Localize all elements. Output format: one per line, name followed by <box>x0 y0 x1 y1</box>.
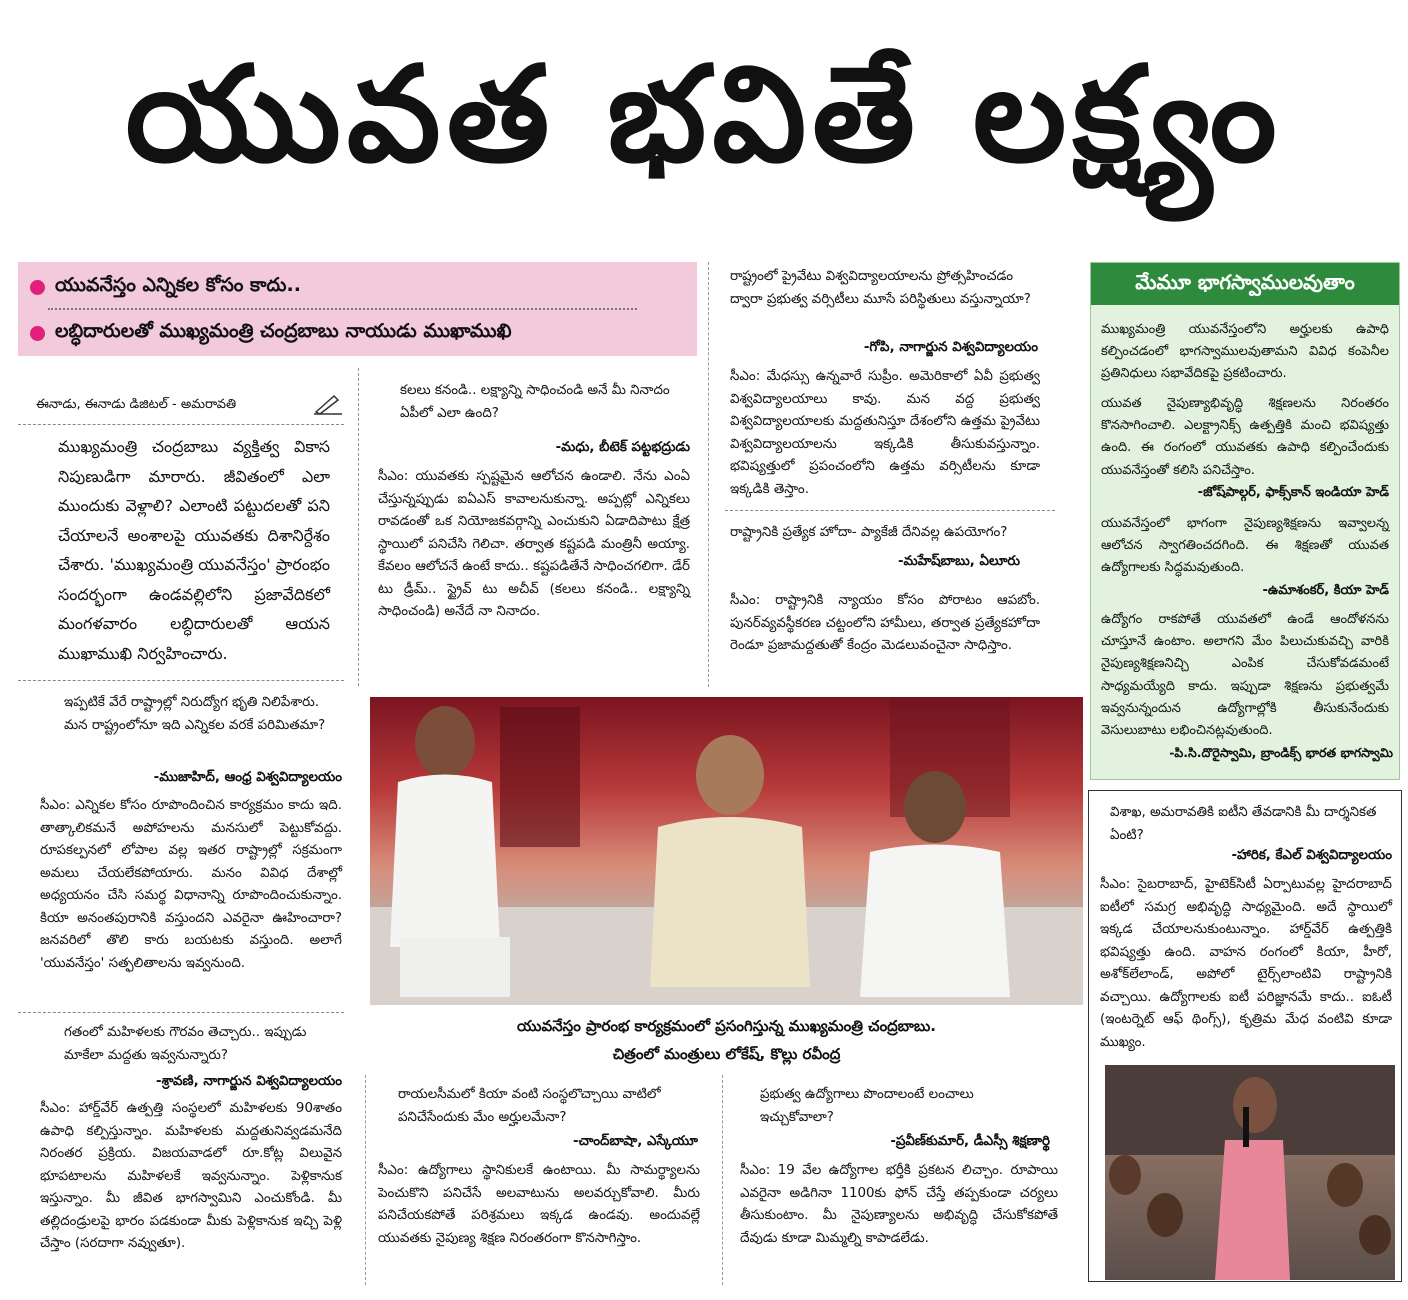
page-headline: యువత భవితే లక్ష్యం <box>125 38 1283 192</box>
answer-gopi: సీఎం: మేధస్సు ఉన్నవారే సుప్రీం. అమెరికాలో ఏవీ ప్రభుత్వ విశ్వవిద్యాలయాలు కావు. మన వద్ద ప్రభుత్వ విశ్వవిద్యాలయాలకు మద్దతునిస్తూ దేశంలోని ఉత్తమ ప్రైవేటు విశ్వవిద్యాలయాలను ఇక్కడికి తీసుకువస్తున్నాం. భవిష్యత్తులో ప్రపంచంలోని ఉత్తమ వర్సిటీలను కూడా ఇక్కడికి తెస్తాం. <box>730 369 1040 497</box>
highlight-item <box>30 320 685 347</box>
answer-praveen: సీఎం: 19 వేల ఉద్యోగాల భర్తీకి ప్రకటన లిచ్చాం. రూపాయి ఎవరైనా అడిగినా 1100కు ఫోన్ చేస్తే తప్పకుండా చర్యలు తీసుకుంటాం. మీ నైపుణ్యాలను అభివృద్ధి చేసుకోకపోతే దేవుడు కూడా మిమ్మల్ని కాపాడలేడు. <box>740 1163 1058 1246</box>
sidebar-item: ఉద్యోగం రాకపోతే యువతలో ఉండే ఆందోళనను చూస్తూనే ఉంటాం. అలాగని మేం పిలుచుకువచ్చి వారికి నైపుణ్యశిక్షణనిచ్చి ఎంపిక చేసుకోవడమంటే సాధ్యమయ్యేది కాదు. ఇప్పుడా శిక్షణను ప్రభుత్వమే ఇవ్వనున్నందున ఉద్యోగాల్లోకి తీసుకునేందుకు వెసులుబాటు లభించినట్లవుతుంది. <box>1101 612 1389 739</box>
attribution-sravani: -శ్రావణి, నాగార్జున విశ్వవిద్యాలయం <box>156 1074 342 1089</box>
sidebar-attribution: -జోష్‌పాల్గర్, ఫాక్స్‌కాన్ ఇండియా హెడ్ <box>1197 485 1389 500</box>
caption-line: యువనేస్తం ప్రారంభ కార్యక్రమంలో ప్రసంగిస్తున్న ముఖ్యమంత్రి చంద్రబాబు. <box>516 1017 936 1035</box>
section-divider <box>725 510 1055 511</box>
attribution-gopi: -గోపి, నాగార్జున విశ్వవిద్యాలయం <box>863 340 1038 355</box>
attribution-mujahid: -ముజాహిద్, ఆంధ్ర విశ్వవిద్యాలయం <box>153 770 342 785</box>
column-divider <box>708 262 709 687</box>
question-praveen: ప్రభుత్వ ఉద్యోగాలు పొందాలంటే లంచాలు ఇచ్చుకోవాలా? <box>760 1087 974 1125</box>
sidebar-item: యువనేస్తంలో భాగంగా నైపుణ్యశిక్షణను ఇవ్వాలన్న ఆలోచన స్వాగతించదగింది. ఈ శిక్షణతో యువత ఉద్యోగాలకు సిద్ధమవుతుంది. <box>1101 516 1389 576</box>
highlight-text: యువనేస్తం ఎన్నికల కోసం కాదు.. <box>55 274 301 296</box>
section-divider <box>18 1012 344 1013</box>
event-photo <box>370 697 1083 1005</box>
section-divider <box>18 680 344 681</box>
question-sravani: గతంలో మహిళలకు గౌరవం తెచ్చారు.. ఇప్పుడు మాకేలా మద్దతు ఇవ్వనున్నారు? <box>64 1025 307 1063</box>
lead-paragraph: ముఖ్యమంత్రి చంద్రబాబు వ్యక్తిత్వ వికాస నిపుణుడిగా మారారు. జీవితంలో ఎలా ముందుకు వెళ్లాలి? ఎలాంటి పట్టుదలతో పని చేయాలనే అంశాలపై యువతకు దిశానిర్దేశం చేశారు. 'ముఖ్యమంత్రి యువనేస్తం' ప్రారంభం సందర్భంగా ఉండవల్లిలోని ప్రజావేదికలో మంగళవారం లబ్ధిదారులతో ఆయన ముఖాముఖి నిర్వహించారు. <box>58 437 330 663</box>
pen-icon <box>312 392 344 416</box>
question-chandbasha: రాయలసీమలో కియా వంటి సంస్థలొచ్చాయి వాటిలో పనిచేసేందుకు మేం అర్హులమేనా? <box>398 1087 661 1125</box>
highlight-item <box>30 274 685 301</box>
sidebar-item: యువత నైపుణ్యాభివృద్ధి శిక్షణలను నిరంతరం కొనసాగించాలి. ఎలక్ట్రానిక్స్ ఉత్పత్తికి మంచి భవిష్యత్తు ఉంది. ఈ రంగంలో యువతకు ఉపాధి కల్పించేందుకు యువనేస్తంతో కలిసి పనిచేస్తాం. <box>1101 396 1389 478</box>
sidebar-attribution: -ఉమాశంకర్, కియా హెడ్ <box>1262 583 1389 598</box>
column-divider <box>722 1075 723 1285</box>
sidebar-attribution: -పి.సి.దొరైస్వామి, బ్రాండిక్స్ భారత భాగస్వామి <box>1169 745 1393 760</box>
answer-harika: సీఎం: సైబరాబాద్, హైటెక్‌సిటీ ఏర్పాటువల్ల హైదరాబాద్ ఐటీలో సమగ్ర అభివృద్ధి సాధ్యమైంది. అదే స్థాయిలో ఇక్కడ చేయాలనుకుంటున్నాం. హార్డ్‌వేర్ ఉత్పత్తికి భవిష్యత్తు ఉంది. వాహన రంగంలో కియా, హీరో, అశోక్‌లేలాండ్, అపోలో టైర్స్‌లాంటివి రాష్ట్రానికి వచ్చాయి. ఉద్యోగాలకు ఐటీ పరిజ్ఞానమే కాదు.. ఐఓటీ (ఇంటర్నెట్ ఆఫ్ థింగ్స్), కృత్రిమ మేధ వంటివి కూడా ముఖ్యం. <box>1100 877 1392 1050</box>
question-gopi: రాష్ట్రంలో ప్రైవేటు విశ్వవిద్యాలయాలను ప్రోత్సహించడం ద్వారా ప్రభుత్వ వర్సిటీలు మూసే పరిస్థితులు వస్తున్నాయా? <box>730 269 1031 307</box>
partners-sidebar <box>1090 262 1400 780</box>
caption-line: చిత్రంలో మంత్రులు లోకేష్, కొల్లు రవీంద్ర <box>612 1045 841 1063</box>
dateline: ఈనాడు, ఈనాడు డిజిటల్ - అమరావతి <box>36 397 237 412</box>
answer-mujahid: సీఎం: ఎన్నికల కోసం రూపొందించిన కార్యక్రమం కాదు ఇది. తాత్కాలికమనే అపోహలను మనసులో పెట్టుకోవద్దు. రూపకల్పనలో లోపాల వల్ల ఇతర రాష్ట్రాల్లో సక్రమంగా అమలు చేయలేకపోయారు. మనం వివిధ దేశాల్లో అధ్యయనం చేసి సమర్థ విధానాన్ని రూపొందించుకున్నాం. కియా అనంతపురానికి వస్తుందని ఎవరైనా ఊహించారా? జనవరిలో తొలి కారు బయటకు వస్తుంది. అలాగే 'యువనేస్తం' సత్ఫలితాలను ఇవ్వనుంది. <box>40 798 342 971</box>
attribution-madhu: -మధు, బీటెక్ పట్టభద్రుడు <box>555 440 690 455</box>
dotted-divider <box>48 308 637 310</box>
answer-mahesh: సీఎం: రాష్ట్రానికి న్యాయం కోసం పోరాటం ఆపబోం. పునర్‌వ్యవస్థీకరణ చట్టంలోని హామీలు, తర్వాత ప్రత్యేకహోదా రెండూ ప్రజామద్దతుతో కేంద్రం మెడలువంచైనా సాధిస్తాం. <box>730 593 1040 653</box>
attribution-praveen: -ప్రవీణ్‌కుమార్, డీఎస్సీ శిక్షణార్థి <box>890 1134 1050 1149</box>
bullet-icon <box>30 326 45 341</box>
attribution-mahesh: -మహేష్‌బాబు, ఏలూరు <box>897 554 1020 569</box>
student-photo <box>1105 1065 1395 1280</box>
photo-caption <box>370 1012 1083 1068</box>
bullet-icon <box>30 280 45 295</box>
highlights-box <box>18 262 697 356</box>
sidebar-title: మేమూ భాగస్వాములవుతాం <box>1091 263 1399 305</box>
answer-madhu: సీఎం: యువతకు స్పష్టమైన ఆలోచన ఉండాలి. నేను ఎంఏ చేస్తున్నప్పుడు ఐఏఎస్ కావాలనుకున్నా. అప్పట్లో ఎన్నికలు రావడంతో ఒక నియోజకవర్గాన్ని ఎంచుకుని ఏడాదిపాటు క్షేత్ర స్థాయిలో పనిచేసి గెలిచా. తర్వాత కష్టపడి మంత్రినీ అయ్యా. కేవలం ఆలోచనే ఉంటే కాదు.. కష్టపడితేనే సాధించగలిగా. డేర్ టు డ్రీమ్.. స్ట్రైవ్ టు అచీవ్ (కలలు కనండి.. లక్ష్యాన్ని సాధించండి) అనేదే నా నినాదం. <box>378 469 690 619</box>
attribution-harika: -హారిక, కేఎల్ విశ్వవిద్యాలయం <box>1231 848 1392 863</box>
question-mahesh: రాష్ట్రానికి ప్రత్యేక హోదా- ప్యాకేజీ దేనివల్ల ఉపయోగం? <box>730 525 1008 540</box>
answer-chandbasha: సీఎం: ఉద్యోగాలు స్థానికులకే ఉంటాయి. మీ సామర్థ్యాలను పెంచుకొని పనిచేసే అలవాటును అలవర్చుకోవాలి. మీరు పనిచేయకపోతే పరిశ్రమలు ఇక్కడ ఉండవు. అందువల్లే యువతకు నైపుణ్య శిక్షణ నిరంతరంగా కొనసాగిస్తాం. <box>378 1163 700 1246</box>
question-madhu: కలలు కనండి.. లక్ష్యాన్ని సాధించండి అనే మీ నినాదం ఏపీలో ఎలా ఉంది? <box>400 383 670 421</box>
answer-sravani: సీఎం: హార్డ్‌వేర్ ఉత్పత్తి సంస్థలలో మహిళలకు 90శాతం ఉపాధి కల్పిస్తున్నాం. మహిళలకు మద్దతునివ్వడమనేది నిరంతర ప్రక్రియ. విజయవాడలో రూ.కోట్ల విలువైన భూపటాలను మహిళలకే ఇవ్వనున్నాం. పెళ్లికానుక ఇస్తున్నాం. మీ జీవిత భాగస్వామిని ఎంచుకోండి. మీ తల్లిదండ్రులపై భారం పడకుండా మీకు పెళ్లికానుక ఇచ్చి పెళ్లి చేస్తాం (సరదాగా నవ్వుతూ). <box>40 1101 342 1251</box>
column-divider <box>358 368 359 686</box>
section-divider <box>18 424 344 425</box>
attribution-chandbasha: -చాంద్‌బాషా, ఎస్కేయూ <box>573 1134 698 1149</box>
sidebar-item: ముఖ్యమంత్రి యువనేస్తంలోని అర్హులకు ఉపాధి కల్పించడంలో భాగస్వాములవుతామని వివిధ కంపెనీల ప్రతినిధులు సభావేదికపై ప్రకటించారు. <box>1101 322 1389 382</box>
column-divider <box>365 1075 366 1285</box>
question-mujahid: ఇప్పటికే వేరే రాష్ట్రాల్లో నిరుద్యోగ భృతి నిలిపేశారు. మన రాష్ట్రంలోనూ ఇది ఎన్నికల వరకే పరిమితమా? <box>64 695 326 733</box>
question-harika: విశాఖ, అమరావతికి ఐటీని తేవడానికి మీ దార్శనికత ఏంటి? <box>1110 805 1377 843</box>
highlight-text: లబ్ధిదారులతో ముఖ్యమంత్రి చంద్రబాబు నాయుడు ముఖాముఖి <box>55 320 512 342</box>
